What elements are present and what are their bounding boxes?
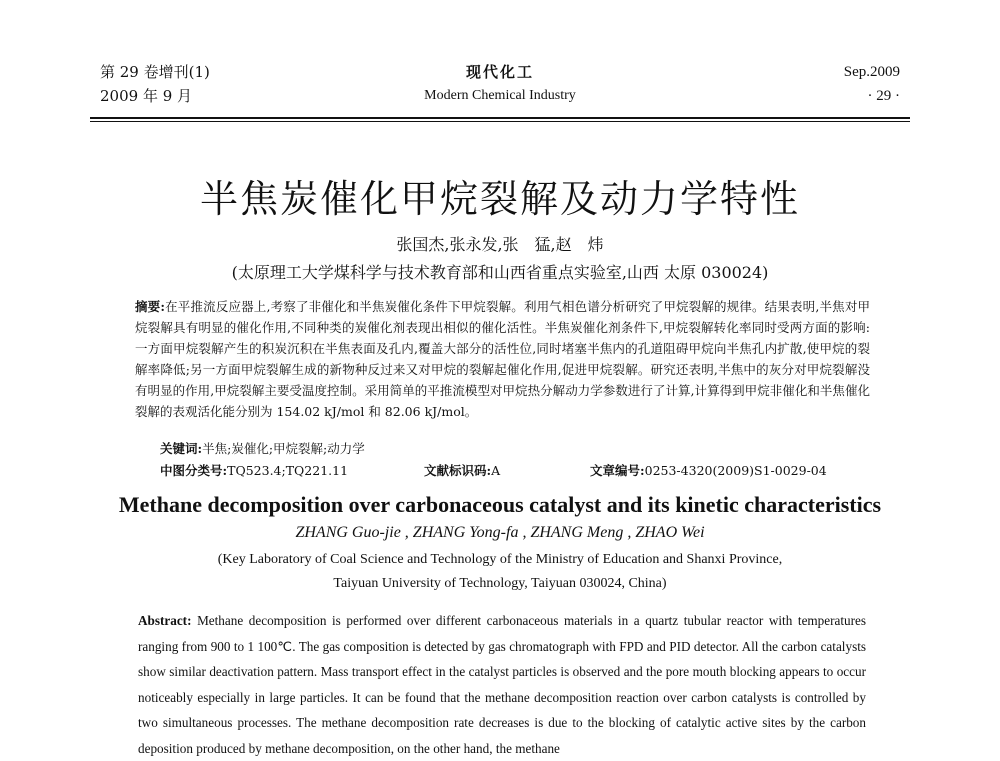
article-number <box>590 461 827 479</box>
journal-name <box>100 60 900 108</box>
authors-cn: 张国杰,张永发,张 猛,赵 炜 <box>396 235 604 254</box>
journal-name-cn: 现代化工 <box>465 63 534 81</box>
page-number: · 29 · <box>867 88 900 104</box>
abstract-en-label: Abstract: <box>138 613 192 628</box>
affiliation-en-line2: Taiyuan University of Technology, Taiyuan 030024, China) <box>333 576 667 591</box>
paper-title-en: Methane decomposition over carbonaceous catalyst and its kinetic characteristics <box>118 492 882 517</box>
abstract-en <box>138 608 866 761</box>
keywords-label: 关键词: <box>160 441 203 456</box>
journal-name-en: Modern Chemical Industry <box>424 88 576 103</box>
doc-code-value: A <box>491 463 501 478</box>
authors-en: ZHANG Guo-jie , ZHANG Yong-fa , ZHANG Meng , ZHAO Wei <box>295 524 705 541</box>
affiliation-cn: (太原理工大学煤科学与技术教育部和山西省重点实验室,山西 太原 030024) <box>231 263 769 282</box>
header-rule-thick <box>90 117 910 119</box>
header-rule-thin <box>90 121 910 122</box>
volume-issue: 第 29 卷增刊(1) <box>100 63 210 81</box>
running-header <box>100 60 900 112</box>
clc-value: TQ523.4;TQ221.11 <box>227 463 349 478</box>
publication-date-en: Sep.2009 <box>843 64 900 80</box>
document-code <box>424 461 500 479</box>
abstract-cn-text: 在平推流反应器上,考察了非催化和半焦炭催化条件下甲烷裂解。利用气相色谱分析研究了甲烷裂解的规律。结果表明,半焦对甲烷裂解具有明显的催化作用,不同种类的炭催化剂表现出相似的催化活性。半焦炭催化剂条件下,甲烷裂解转化率同时受两方面的影响:一方面甲烷裂解产生的积炭沉积在半焦表面及孔内,覆盖大部分的活性位,同时堵塞半焦内的孔道阻碍甲烷向半焦孔内扩散,使甲烷的裂解率降低;另一方面甲烷裂解生成的新物种反过来又对甲烷的裂解起催化作用,促进甲烷裂解。研究还表明,半焦中的灰分对甲烷裂解没有明显的作用,甲烷裂解主要受温度控制。采用简单的平推流模型对甲烷热分解动力学参数进行了计算,计算得到甲烷非催化和半焦催化裂解的表观活化能分别为 154.02 kJ/mol 和 82.06 kJ/mol。 <box>135 299 870 419</box>
affiliation-en-line1: (Key Laboratory of Coal Science and Technology of the Ministry of Education and Shanxi Province, <box>217 552 783 567</box>
abstract-en-text: Methane decomposition is performed over different carbonaceous materials in a quartz tubular reactor with temperatures ranging from 900 to 1 100℃. The gas composition is detected by gas chromatograph with FPD and PID detector. All the carbon catalysts show similar deactivation pattern. Mass transport effect in the catalyst particles is observed and the pore mouth blocking appears to occur noticeably especially in large particles. It can be found that the methane decomposition reaction over carbon catalysts is controlled by two simultaneous processes. The methane decomposition rate decreases is due to the blocking of catalytic active sites by the carbon deposition produced by methane decomposition, on the other hand, the methane <box>138 613 867 756</box>
clc-label: 中图分类号: <box>160 463 228 478</box>
paper-title-cn: 半焦炭催化甲烷裂解及动力学特性 <box>199 177 800 221</box>
date-page-info <box>844 60 900 108</box>
doc-code-label: 文献标识码: <box>424 463 492 478</box>
clc-number <box>160 461 348 479</box>
keywords <box>160 439 365 457</box>
keywords-text: 半焦;炭催化;甲烷裂解;动力学 <box>202 441 365 456</box>
article-number-value: 0253-4320(2009)S1-0029-04 <box>644 463 827 478</box>
publication-date-cn: 2009 年 9 月 <box>100 87 193 105</box>
article-number-label: 文章编号: <box>590 463 645 478</box>
abstract-cn <box>135 296 870 422</box>
abstract-cn-label: 摘要: <box>135 299 165 314</box>
